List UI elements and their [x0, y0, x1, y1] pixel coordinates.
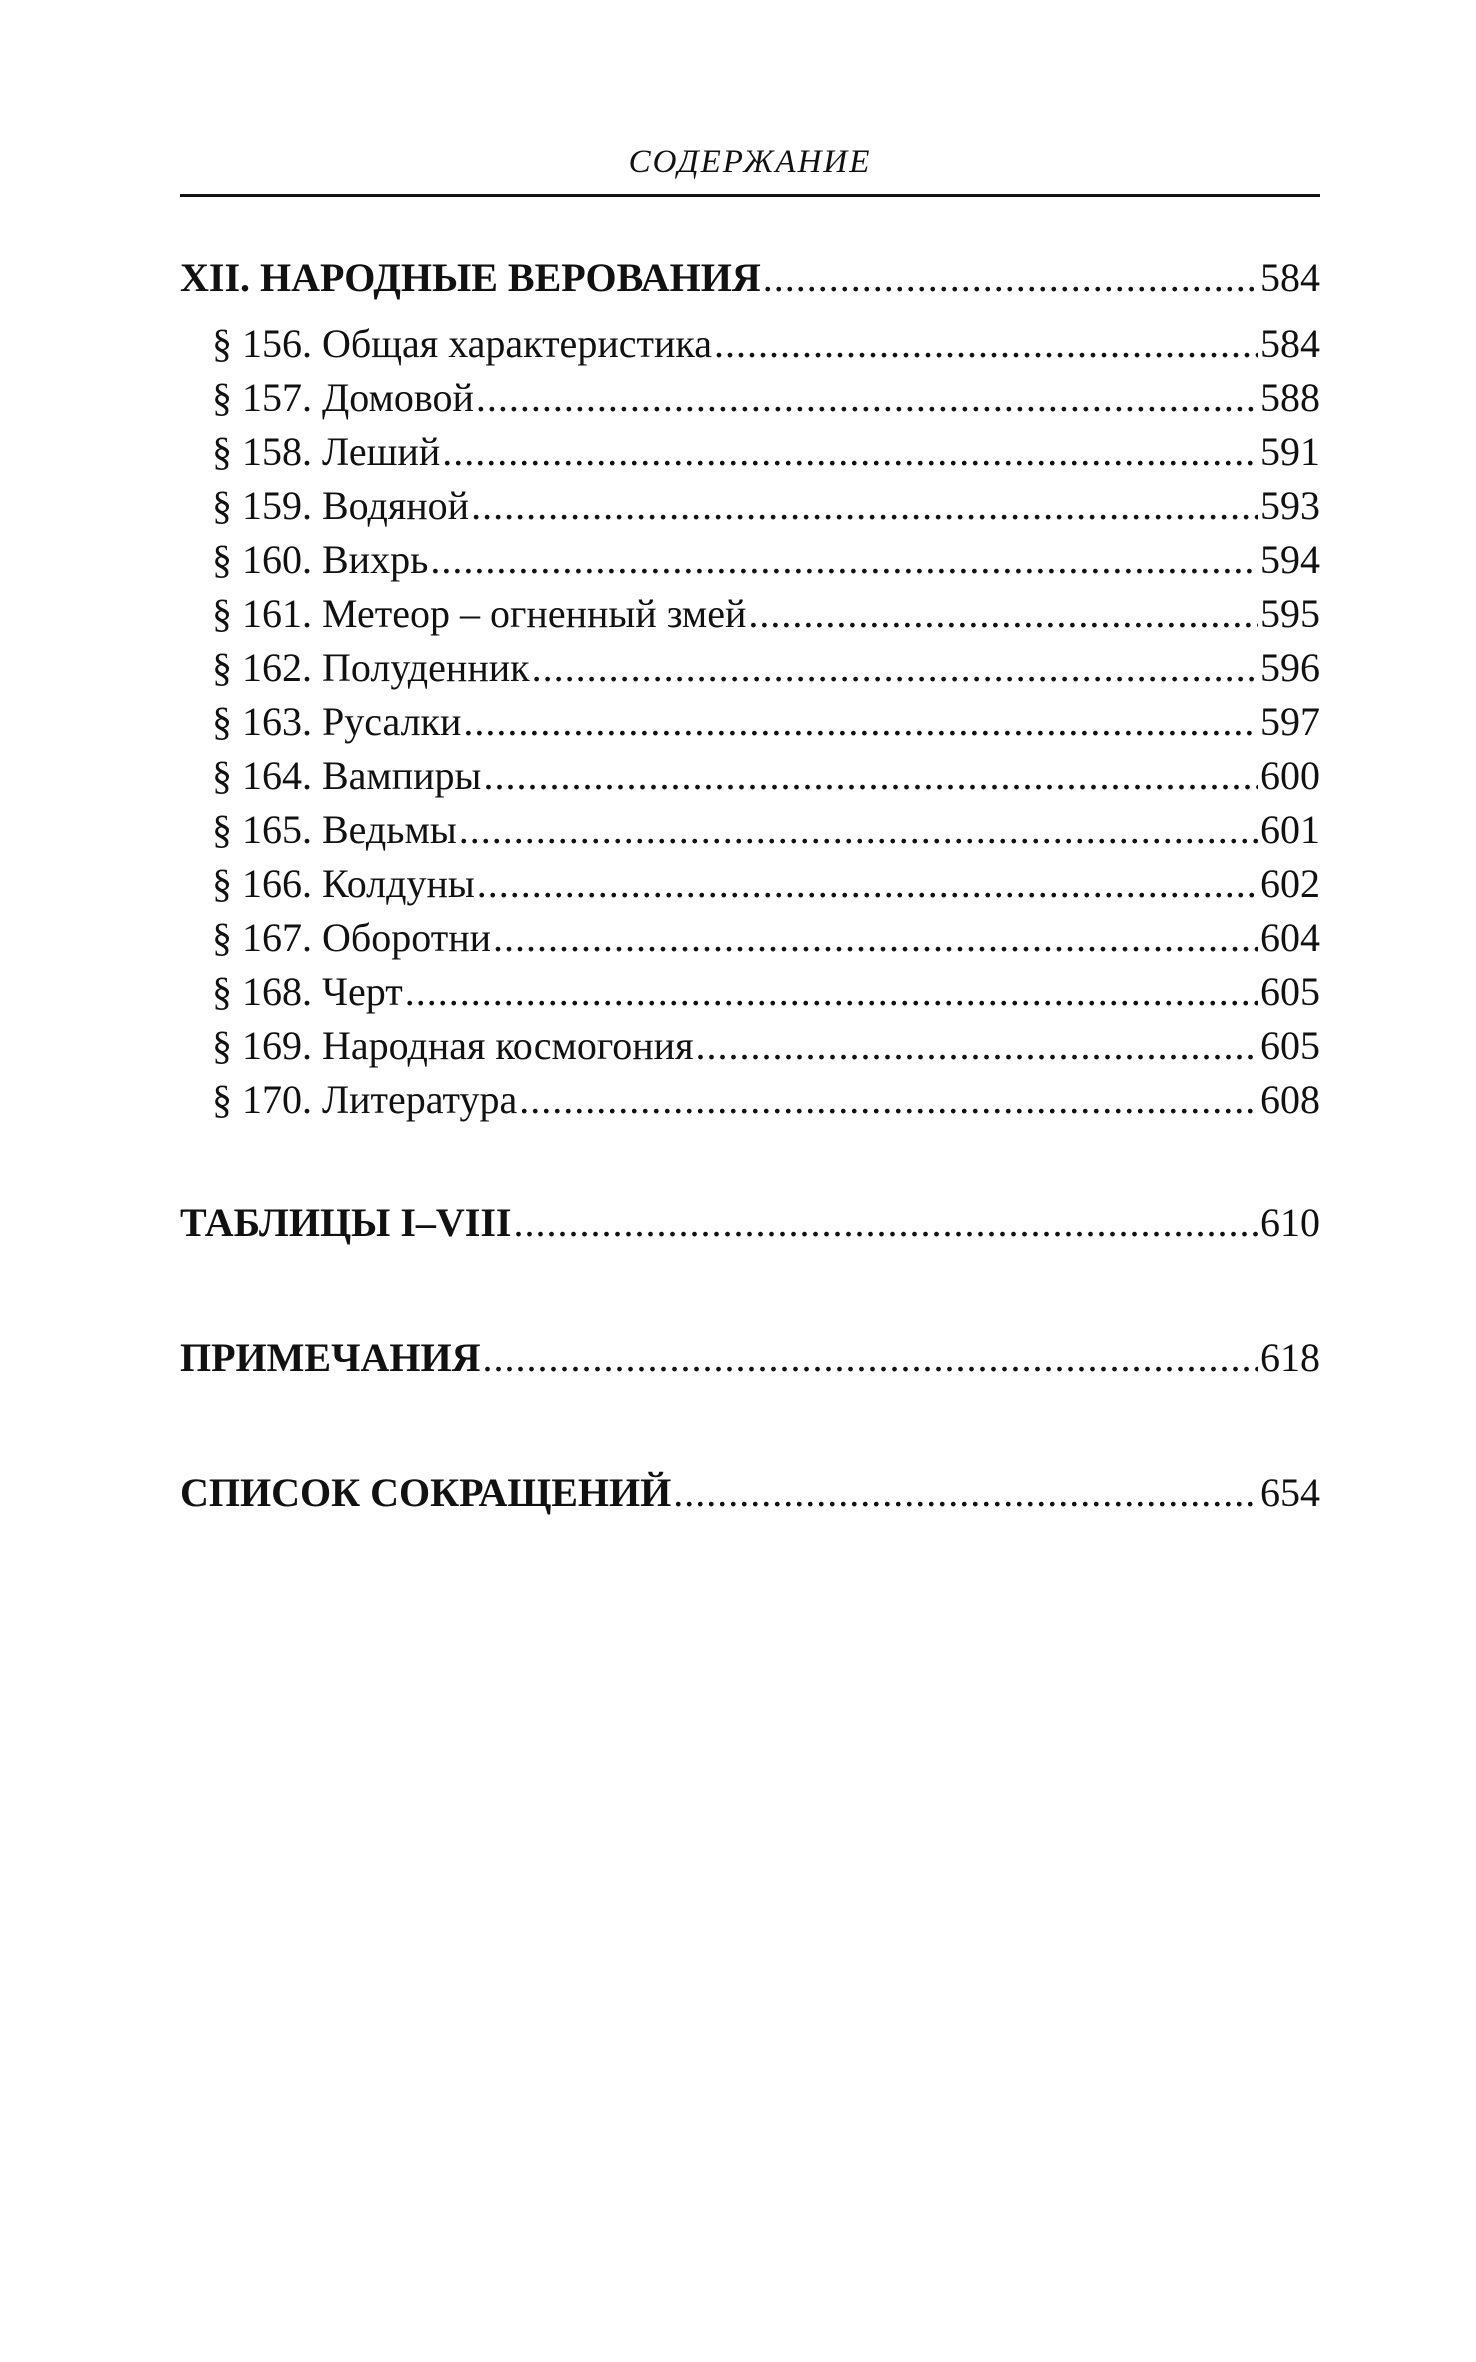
- toc-entry-page: 601: [1260, 807, 1320, 852]
- dot-leader: [430, 540, 1258, 580]
- dot-leader: [714, 324, 1258, 364]
- toc-entry-page: 594: [1260, 537, 1320, 582]
- toc-entry-page: 605: [1260, 969, 1320, 1014]
- toc-section-entry: [212, 1077, 1320, 1122]
- toc-section-entry: [212, 753, 1320, 798]
- dot-leader: [695, 1026, 1258, 1066]
- toc-entry-page: 593: [1260, 483, 1320, 528]
- toc-section-entry: [212, 915, 1320, 960]
- toc-entry-page: 602: [1260, 861, 1320, 906]
- dot-leader: [763, 258, 1258, 298]
- dot-leader: [532, 648, 1258, 688]
- dot-leader: [405, 972, 1258, 1012]
- toc-section-entry: [212, 969, 1320, 1014]
- toc-entry-title: § 168. Черт: [212, 969, 403, 1014]
- toc-entry-title: § 170. Литература: [212, 1077, 518, 1122]
- toc-entry-title: § 164. Вампиры: [212, 753, 482, 798]
- dot-leader: [493, 918, 1258, 958]
- dot-leader: [482, 1338, 1258, 1378]
- toc-entry-title: § 161. Метеор – огненный змей: [212, 591, 747, 636]
- dot-leader: [513, 1203, 1258, 1243]
- toc-entry-title: § 167. Оборотни: [212, 915, 492, 960]
- toc-entry-page: 591: [1260, 429, 1320, 474]
- toc-entry-page: 610: [1260, 1200, 1320, 1245]
- toc-section-entry: [212, 699, 1320, 744]
- toc-entry-title: § 158. Леший: [212, 429, 441, 474]
- header-rule: [180, 194, 1320, 197]
- toc-section-entry: [212, 429, 1320, 474]
- toc-section-entry: [212, 321, 1320, 366]
- toc-section-entry: [212, 645, 1320, 690]
- toc-section-entry: [212, 591, 1320, 636]
- toc-backmatter-entry: [180, 1200, 1320, 1245]
- toc-entry-page: 584: [1260, 255, 1320, 300]
- dot-leader: [476, 378, 1258, 418]
- toc-backmatter-entry: [180, 1335, 1320, 1380]
- toc-section-entry: [212, 1023, 1320, 1068]
- toc-section-entry: [212, 375, 1320, 420]
- toc-entry-page: 654: [1260, 1470, 1320, 1515]
- toc-entry-page: 604: [1260, 915, 1320, 960]
- toc-entry-title: СПИСОК СОКРАЩЕНИЙ: [180, 1470, 672, 1515]
- toc-entry-page: 588: [1260, 375, 1320, 420]
- toc-entry-page: 618: [1260, 1335, 1320, 1380]
- toc-entry-page: 600: [1260, 753, 1320, 798]
- toc-entry-title: § 163. Русалки: [212, 699, 462, 744]
- dot-leader: [471, 486, 1258, 526]
- toc-section-entry: [212, 537, 1320, 582]
- dot-leader: [483, 756, 1258, 796]
- toc-entry-title: § 156. Общая характеристика: [212, 321, 712, 366]
- toc-section-entry: [212, 861, 1320, 906]
- dot-leader: [463, 702, 1258, 742]
- toc-entry-page: 584: [1260, 321, 1320, 366]
- toc-entry-title: § 169. Народная космогония: [212, 1023, 694, 1068]
- toc-entry-title: § 166. Колдуны: [212, 861, 475, 906]
- dot-leader: [519, 1080, 1258, 1120]
- toc-entry-page: 608: [1260, 1077, 1320, 1122]
- toc-entry-title: § 157. Домовой: [212, 375, 474, 420]
- toc-entry-title: § 160. Вихрь: [212, 537, 429, 582]
- toc-entry-title: ТАБЛИЦЫ I–VIII: [180, 1200, 512, 1245]
- toc-entry-title: § 159. Водяной: [212, 483, 470, 528]
- toc-section-entry: [212, 807, 1320, 852]
- toc-entry-title: ПРИМЕЧАНИЯ: [180, 1335, 481, 1380]
- toc-section-entry: [212, 483, 1320, 528]
- toc-entry-title: § 165. Ведьмы: [212, 807, 457, 852]
- toc-entry-page: 596: [1260, 645, 1320, 690]
- dot-leader: [442, 432, 1258, 472]
- toc-entry-page: 605: [1260, 1023, 1320, 1068]
- dot-leader: [673, 1473, 1258, 1513]
- toc-entry-title: § 162. Полуденник: [212, 645, 530, 690]
- running-header: СОДЕРЖАНИЕ: [628, 144, 872, 180]
- dot-leader: [477, 864, 1258, 904]
- toc-backmatter-entry: [180, 1470, 1320, 1515]
- dot-leader: [459, 810, 1258, 850]
- toc-entry-title: XII. НАРОДНЫЕ ВЕРОВАНИЯ: [180, 255, 761, 300]
- dot-leader: [748, 594, 1258, 634]
- toc-entry-page: 595: [1260, 591, 1320, 636]
- toc-chapter-entry: [180, 255, 1320, 300]
- toc-entry-page: 597: [1260, 699, 1320, 744]
